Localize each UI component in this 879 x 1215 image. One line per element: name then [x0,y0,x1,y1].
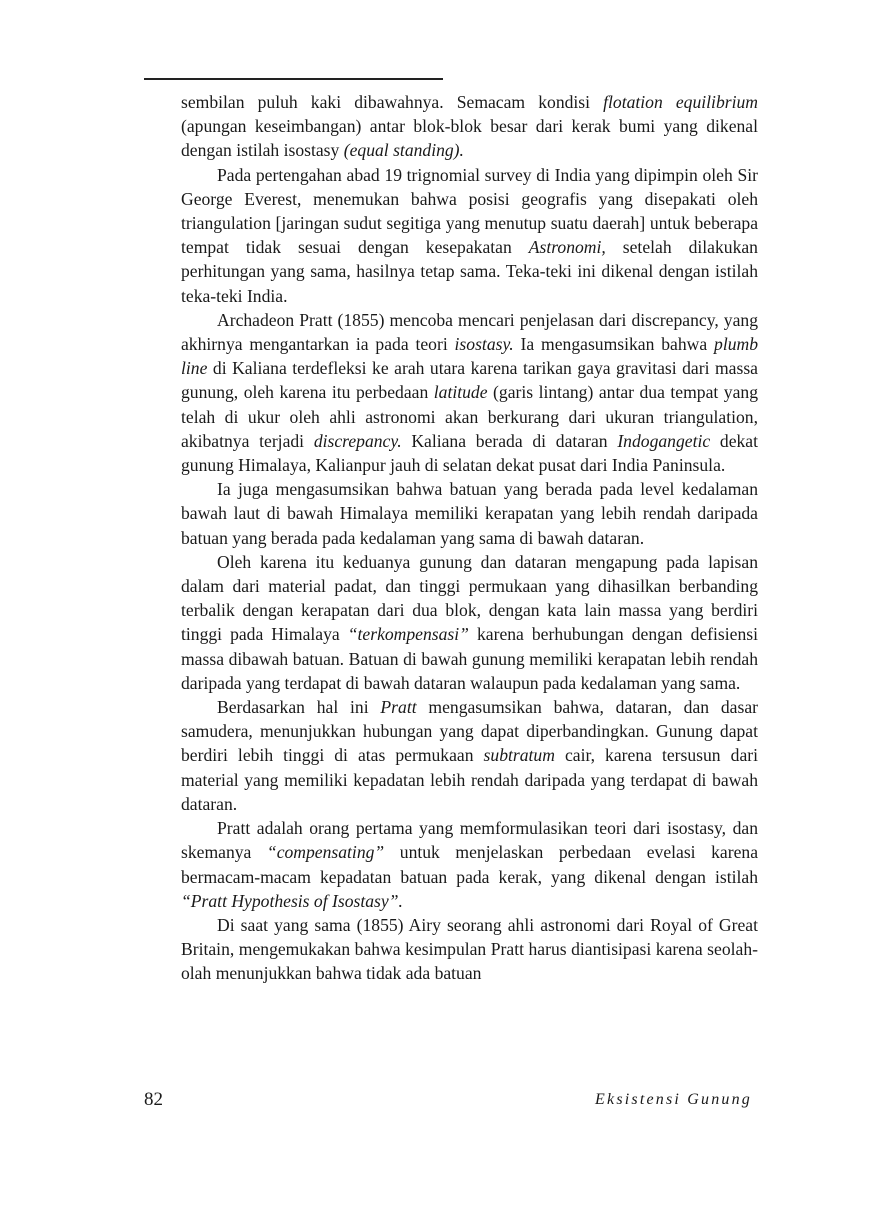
paragraph-pratt-discrepancy [181,308,758,477]
italic-term: isostasy. [454,334,514,355]
text-run: untuk menjelaskan perbedaan evelasi karena bermacam-macam kepadatan batuan pada kerak, yang dikenal dengan istilah [181,842,758,887]
text-run: Pratt adalah orang pertama yang memformulasikan teori dari isostasy, dan skemanya [181,818,758,863]
italic-term: Pratt [380,697,417,718]
text-run: karena berhubungan dengan defisiensi massa dibawah batuan. Batuan di bawah gunung memiliki kerapatan lebih rendah daripada yang terdapat di bawah dataran walaupun pada kedalaman yang sama. [181,624,759,693]
paragraph-airy [181,913,758,986]
italic-term: latitude [433,382,488,403]
italic-term: discrepancy. [313,430,402,451]
text-run: Di saat yang sama (1855) Airy seorang ahli astronomi dari Royal of Great Britain, mengemukakan bahwa kesimpulan Pratt harus diantisipasi karena seolah-olah menunjukkan bahwa tidak ada batuan [181,914,758,984]
footnote-separator-rule [144,78,443,80]
italic-term: flotation equilibrium [603,92,758,112]
italic-term: Astronomi, [528,237,606,258]
text-run: di Kaliana terdefleksi ke arah utara karena tarikan gaya gravitasi dari massa gunung, oleh karena itu perbedaan [181,358,758,403]
text-run: mengasumsikan bahwa, dataran, dan dasar samudera, menunjukkan hubungan yang dapat diperbandingkan. Gunung dapat berdiri lebih tinggi di atas permukaan [181,697,758,766]
text-run: setelah dilakukan perhitungan yang sama, hasilnya tetap sama. Teka-teki ini dikenal dengan istilah teka-teki India. [181,237,758,306]
text-run: Berdasarkan hal ini [217,697,381,718]
italic-term: “terkompensasi” [347,624,469,645]
running-title: Eksistensi Gunung [595,1091,752,1108]
italic-term: “Pratt Hypothesis of Isostasy”. [181,890,403,911]
body-text [181,90,758,986]
paragraph-continuation [181,90,758,163]
italic-term: “compensating” [266,842,385,863]
text-run: Ia juga mengasumsikan bahwa batuan yang berada pada level kedalaman bawah laut di bawah Himalaya memiliki kerapatan yang lebih rendah daripada batuan yang berada pada kedalaman yang sama di bawah dataran. [181,479,758,548]
text-run: Oleh karena itu keduanya gunung dan dataran mengapung pada lapisan dalam dari material padat, dan tinggi permukaan yang dihasilkan berbanding terbalik dengan kerapatan dari dua blok, dengan kata lain massa yang berdiri tinggi pada Himalaya [181,551,758,645]
text-run: sembilan puluh kaki dibawahnya. Semacam kondisi [181,92,604,112]
page-number: 82 [144,1089,163,1110]
paragraph-ocean-floor [181,695,758,816]
italic-term: subtratum [483,745,555,766]
text-run: Archadeon Pratt (1855) mencoba mencari penjelasan dari discrepancy, yang akhirnya mengantarkan ia pada teori [181,309,758,355]
text-run: Ia mengasumsikan bahwa [513,334,715,355]
italic-term: plumb line [181,334,758,379]
text-run: dekat gunung Himalaya, Kalianpur jauh di selatan dekat pusat dari India Paninsula. [181,430,759,476]
italic-term: (equal standing). [343,140,464,161]
italic-term: Indogangetic [617,430,711,451]
paragraph-himalaya-density [181,477,758,550]
text-run: (apungan keseimbangan) antar blok-blok besar dari kerak bumi yang dikenal dengan istilah isostasy [181,116,758,161]
text-run: (garis lintang) antar dua tempat yang telah di ukur oleh ahli astronomi akan berkurang dari ukuran triangulation, akibatnya terjadi [181,382,759,451]
text-run: cair, karena tersusun dari material yang memiliki kepadatan lebih rendah daripada yang terdapat di bawah dataran. [181,745,758,814]
text-run: Pada pertengahan abad 19 trignomial survey di India yang dipimpin oleh Sir George Everest, menemukan bahwa posisi geografis yang disepakati oleh triangulation [jaringan sudut segitiga yang menutup suatu daerah] untuk beberapa tempat tidak sesuai dengan kesepakatan [181,164,758,258]
text-run: Kaliana berada di dataran [401,430,618,451]
paragraph-floating-blocks [181,550,758,695]
paragraph-everest-survey [181,163,758,308]
paragraph-pratt-hypothesis [181,816,758,913]
